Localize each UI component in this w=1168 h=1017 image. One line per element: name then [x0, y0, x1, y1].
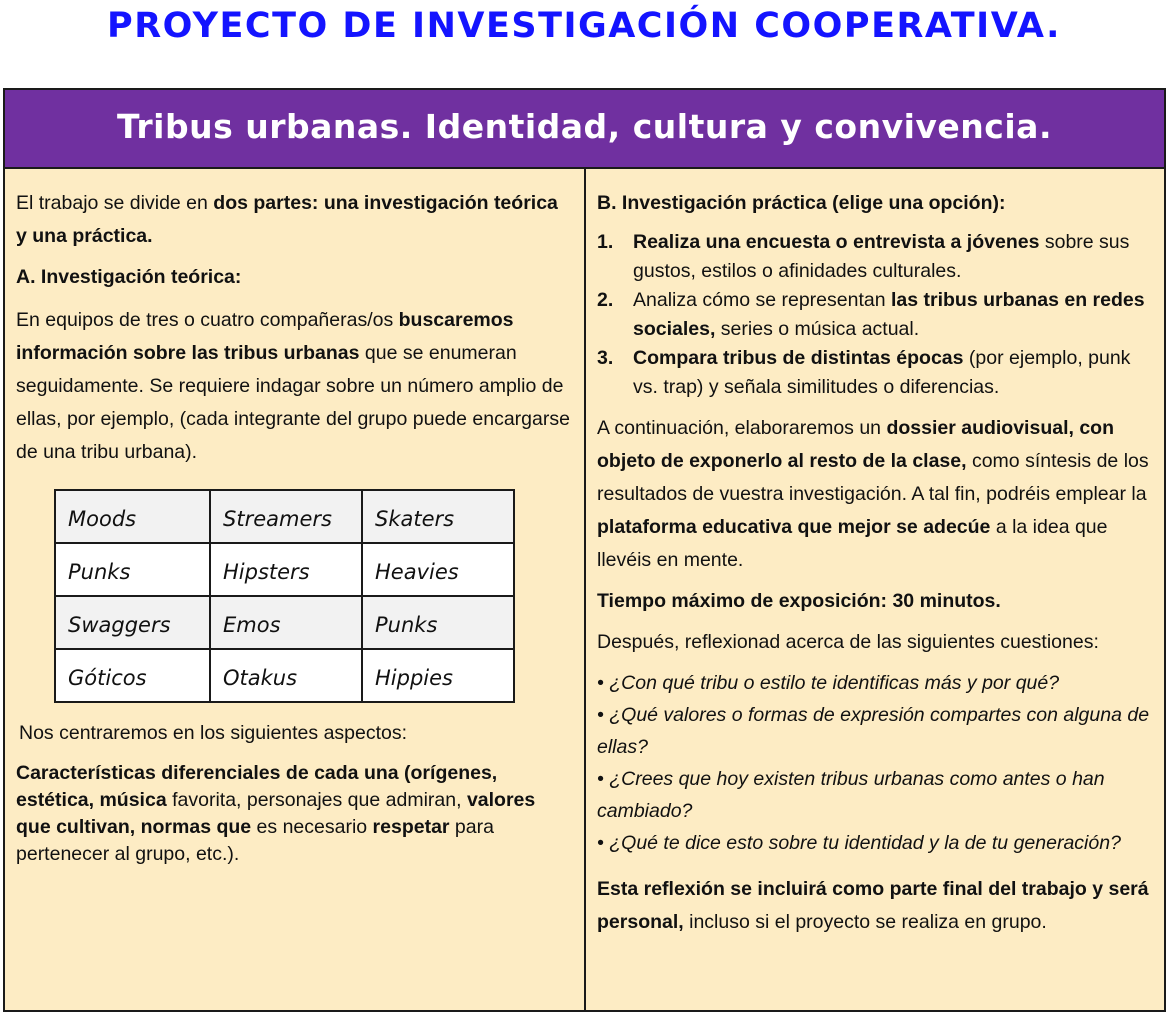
- questions-list: [597, 667, 1156, 859]
- table-cell: Punks: [55, 543, 210, 596]
- closing-text: incluso si el proyecto se realiza en grupo.: [683, 911, 1047, 933]
- table-cell: Streamers: [210, 490, 362, 543]
- closing-paragraph: [597, 873, 1156, 939]
- option-bold-2: las tribus urbanas en redes sociales,: [633, 289, 1145, 340]
- teams-paragraph: [16, 304, 574, 469]
- table-cell: Skaters: [362, 490, 514, 543]
- option-text-1: sobre sus gustos, estilos o afinidades culturales.: [633, 231, 1130, 282]
- table-row: [55, 490, 514, 543]
- list-item-text: [633, 286, 1156, 344]
- option-bold-1: Realiza una encuesta o entrevista a jóvenes: [633, 231, 1040, 253]
- page-title: PROYECTO DE INVESTIGACIÓN COOPERATIVA.: [107, 6, 1061, 46]
- teams-bold: buscaremos información sobre las tribus urbanas: [16, 309, 514, 364]
- aspects-intro: Nos centraremos en los siguientes aspectos:: [19, 722, 408, 744]
- list-item-text: [633, 344, 1156, 402]
- table-cell: Otakus: [210, 649, 362, 702]
- list-item-text: [633, 228, 1156, 286]
- aspects-bold-1: Características diferenciales de cada una (orígenes, estética, música: [16, 762, 498, 811]
- left-column: [5, 169, 586, 1010]
- project-banner: Tribus urbanas. Identidad, cultura y convivencia.: [5, 90, 1164, 169]
- time-limit: [597, 585, 1156, 618]
- list-item: [597, 344, 1156, 402]
- dossier-bold-1: dossier audiovisual, con objeto de exponerlo al resto de la clase,: [597, 417, 1115, 472]
- dossier-text-2: como síntesis de los resultados de vuestra investigación. A tal fin, podréis emplear la: [597, 450, 1149, 505]
- intro-bold: dos partes: una investigación teórica y una práctica.: [16, 192, 558, 247]
- section-b-heading: [597, 187, 1156, 220]
- question-text: • ¿Qué valores o formas de expresión compartes con alguna de ellas?: [597, 704, 1150, 758]
- aspects-paragraph: [16, 760, 574, 868]
- table-cell: Hipsters: [210, 543, 362, 596]
- list-number: 3.: [597, 347, 614, 369]
- aspects-text-2: es necesario: [251, 816, 373, 838]
- table-row: [55, 649, 514, 702]
- option-bold-1: Compara tribus de distintas épocas: [633, 347, 964, 369]
- time-limit-label: Tiempo máximo de exposición: 30 minutos.: [597, 590, 1001, 612]
- list-item: [597, 286, 1156, 344]
- option-text-1: Analiza cómo se representan: [633, 289, 891, 311]
- table-cell: Hippies: [362, 649, 514, 702]
- intro-text: El trabajo se divide en: [16, 192, 214, 214]
- question-text: • ¿Qué te dice esto sobre tu identidad y la de tu generación?: [597, 832, 1121, 854]
- content-columns: [5, 169, 1164, 1010]
- table-cell: Heavies: [362, 543, 514, 596]
- reflect-intro: Después, reflexionad acerca de las siguientes cuestiones:: [597, 631, 1099, 653]
- intro-paragraph: [16, 187, 574, 253]
- list-number: 1.: [597, 231, 614, 253]
- aspects-bold-3: respetar: [372, 816, 450, 838]
- list-item: [597, 827, 1156, 859]
- aspects-text-3: para pertenecer al grupo, etc.).: [16, 816, 494, 865]
- section-a-heading: [16, 261, 574, 294]
- table-cell: Moods: [55, 490, 210, 543]
- list-item: [597, 228, 1156, 286]
- list-item: [597, 699, 1156, 763]
- table-cell: Punks: [362, 596, 514, 649]
- dossier-paragraph: [597, 412, 1156, 577]
- list-item: [597, 763, 1156, 827]
- table-cell: Góticos: [55, 649, 210, 702]
- table-row: [55, 596, 514, 649]
- question-text: • ¿Con qué tribu o estilo te identificas más y por qué?: [597, 672, 1060, 694]
- table-cell: Swaggers: [55, 596, 210, 649]
- option-text-1: (por ejemplo, punk vs. trap) y señala similitudes o diferencias.: [633, 347, 1131, 398]
- teams-text-1: En equipos de tres o cuatro compañeras/os: [16, 309, 399, 331]
- list-number: 2.: [597, 289, 614, 311]
- dossier-bold-2: plataforma educativa que mejor se adecúe: [597, 516, 991, 538]
- section-b-label: B. Investigación práctica (elige una opción):: [597, 192, 1006, 214]
- table-cell: Emos: [210, 596, 362, 649]
- project-card: [3, 88, 1166, 1012]
- list-item: [597, 667, 1156, 699]
- closing-bold: Esta reflexión se incluirá como parte final del trabajo y será personal,: [597, 878, 1149, 933]
- right-column: [586, 169, 1164, 1010]
- teams-text-2: que se enumeran seguidamente. Se requiere indagar sobre un número amplio de ellas, por ejemplo, (cada integrante del grupo puede encargarse de una tribu urbana).: [16, 342, 570, 463]
- dossier-text-3: a la idea que llevéis en mente.: [597, 516, 1108, 571]
- option-text-2: series o música actual.: [715, 318, 920, 340]
- options-list: [597, 228, 1156, 402]
- section-a-label: A. Investigación teórica:: [16, 266, 242, 288]
- dossier-text-1: A continuación, elaboraremos un: [597, 417, 887, 439]
- tribes-table: [54, 489, 515, 703]
- question-text: • ¿Crees que hoy existen tribus urbanas como antes o han cambiado?: [597, 768, 1105, 822]
- aspects-bold-2: valores que cultivan, normas que: [16, 789, 536, 838]
- aspects-text-1: favorita, personajes que admiran,: [166, 789, 467, 811]
- table-row: [55, 543, 514, 596]
